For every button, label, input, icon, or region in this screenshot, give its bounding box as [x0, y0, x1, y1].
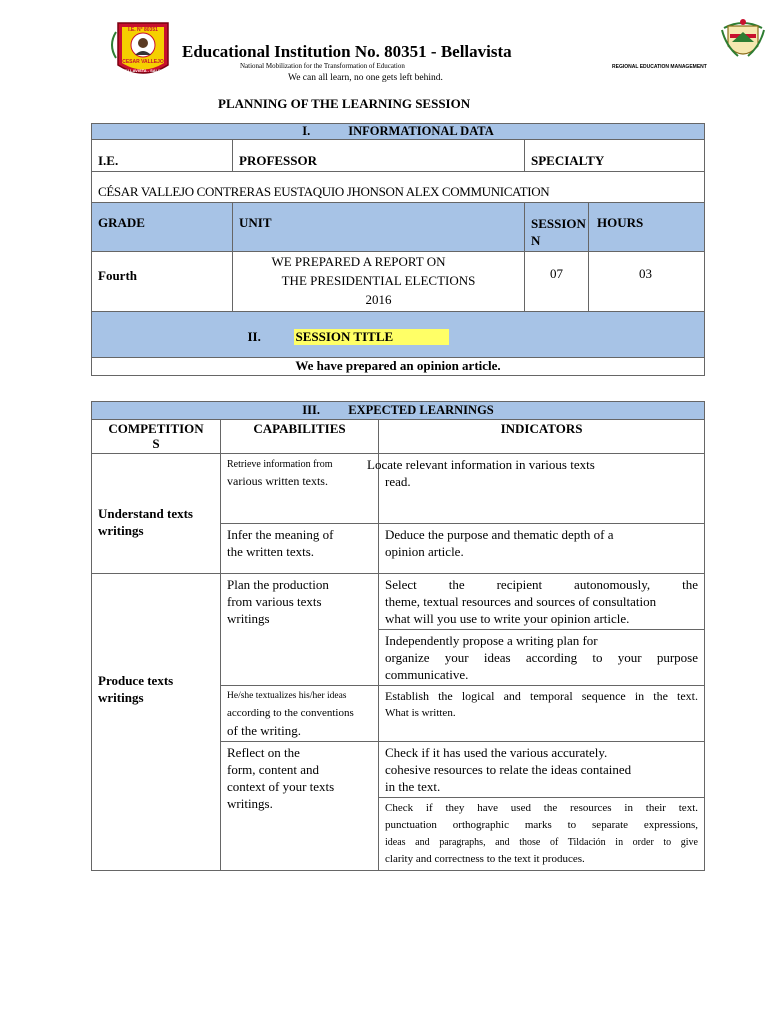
- indicator-deduce: Deduce the purpose and thematic depth of a opinion article.: [379, 524, 705, 574]
- capability-retrieve: Retrieve information from various written texts.: [221, 454, 379, 524]
- unit-value: WE PREPARED A REPORT ON THE PRESIDENTIAL ELECTIONS 2016: [233, 252, 525, 312]
- specialty-label: SPECIALTY: [525, 140, 705, 172]
- grade-value: Fourth: [92, 252, 233, 312]
- capability-reflect: Reflect on the form, content and context of your texts writings.: [221, 742, 379, 871]
- capabilities-header: CAPABILITIES: [221, 420, 379, 454]
- names-line: CÉSAR VALLEJO CONTRERAS EUSTAQUIO JHONSON ALEX COMMUNICATION: [92, 172, 705, 203]
- school-logo: [116, 19, 170, 79]
- session-title-header: II. SESSION TITLE: [92, 312, 705, 358]
- capability-textualize: He/she textualizes his/her ideas according to the conventions of the writing.: [221, 686, 379, 742]
- grade-label: GRADE: [92, 203, 233, 252]
- indicator-check-punctuation: Check if they have used the resources in their text. punctuation orthographic marks to separate expressions, ideas and paragraphs, and those of Tildación in order to give clarity and correctness to the text it produces.: [379, 798, 705, 871]
- indicator-select-recipient: Select the recipient autonomously, the theme, textual resources and sources of consultation what will you use to write your opinion article.: [379, 574, 705, 630]
- regional-coat-of-arms-icon: [720, 16, 766, 64]
- expected-learnings-table: [91, 401, 705, 871]
- indicator-locate: Locate relevant information in various texts read.: [379, 454, 705, 524]
- indicator-check-cohesive: Check if it has used the various accurately. cohesive resources to relate the ideas contained in the text.: [379, 742, 705, 798]
- session-value: 07: [525, 252, 589, 312]
- session-title-value: We have prepared an opinion article.: [92, 358, 705, 376]
- school-name: Educational Institution No. 80351 - Bellavista: [182, 42, 512, 61]
- capability-plan: Plan the production from various texts writings: [221, 574, 379, 686]
- unit-label: UNIT: [233, 203, 525, 252]
- competitions-header: COMPETITION S: [92, 420, 221, 454]
- professor-label: PROFESSOR: [233, 140, 525, 172]
- competition-produce: Produce texts writings: [92, 574, 221, 871]
- session-title-highlight: SESSION TITLE: [294, 329, 449, 345]
- page-title: PLANNING OF THE LEARNING SESSION: [218, 96, 471, 111]
- indicators-header: INDICATORS: [379, 420, 705, 454]
- indicator-propose-plan: Independently propose a writing plan for organize your ideas according to your purpose communicative.: [379, 630, 705, 686]
- hours-value: 03: [589, 252, 705, 312]
- capability-infer: Infer the meaning of the written texts.: [221, 524, 379, 574]
- ie-label: I.E.: [92, 140, 233, 172]
- competition-understand: Understand texts writings: [92, 454, 221, 574]
- left-laurel-icon: [108, 30, 118, 65]
- section-1-header: I. INFORMATIONAL DATA: [92, 124, 705, 140]
- indicator-establish-sequence: Establish the logical and temporal sequence in the text. What is written.: [379, 686, 705, 742]
- svg-text:BELLAVISTA - SALPO: BELLAVISTA - SALPO: [122, 68, 164, 73]
- regional-management-text: REGIONAL EDUCATION MANAGEMENT: [612, 64, 707, 70]
- section-3-header: III. EXPECTED LEARNINGS: [92, 402, 705, 420]
- informational-data-table: [91, 123, 705, 376]
- school-subtitle-2: We can all learn, no one gets left behind.: [288, 73, 443, 83]
- hours-label: HOURS: [589, 203, 705, 252]
- svg-text:I.E. N° 80351: I.E. N° 80351: [128, 27, 158, 33]
- school-subtitle-1: National Mobilization for the Transformation of Education: [240, 62, 405, 70]
- session-label: SESSION N: [525, 203, 589, 252]
- svg-text:CESAR VALLEJO: CESAR VALLEJO: [122, 59, 164, 65]
